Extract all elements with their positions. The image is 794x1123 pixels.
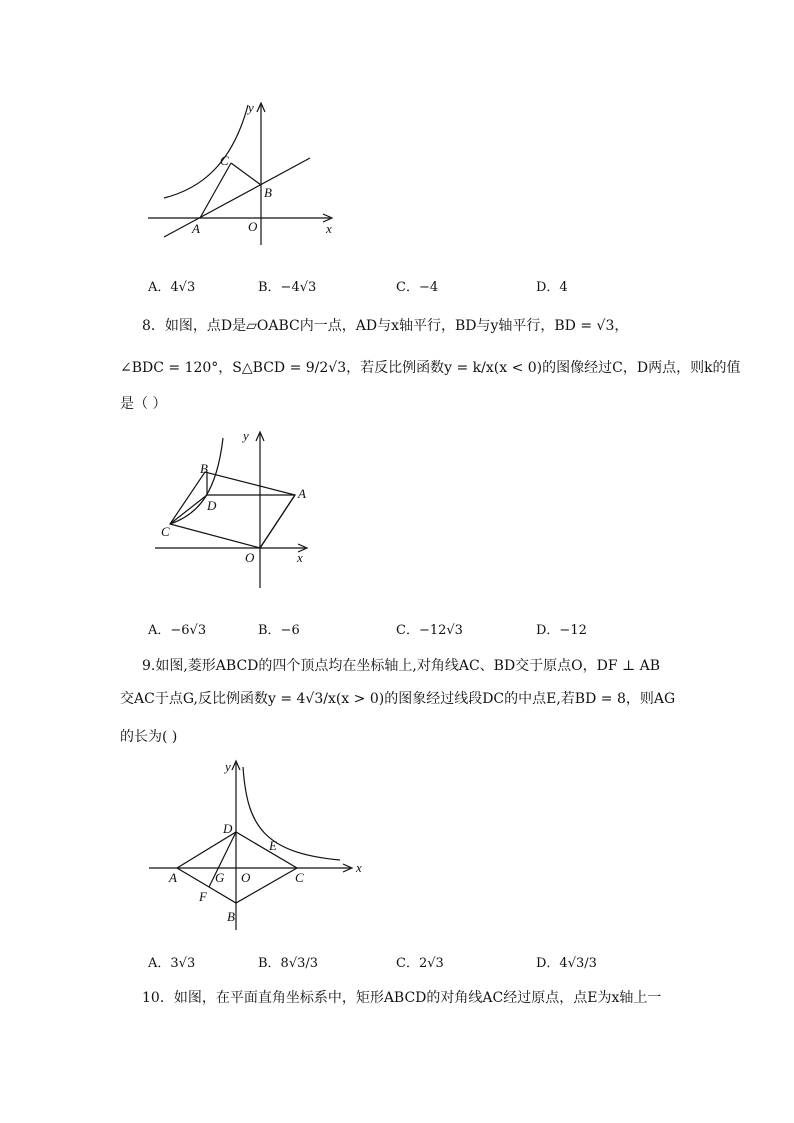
q9-label-x: x [356, 860, 362, 875]
q8-label-a: A [298, 486, 306, 501]
q9-label-y: y [225, 759, 231, 774]
q8-option-a[interactable]: A．−6√3 [148, 623, 207, 638]
q8-line-2: ∠BDC = 120°，S△BCD = 9/2√3，若反比例函数y = k/x(x < 0)的图像经过C，D两点，则k的值 [120, 360, 741, 376]
q9-label-o: O [241, 870, 251, 885]
q10-line-1: 10．如图，在平面直角坐标系中，矩形ABCD的对角线AC经过原点，点E为x轴上一 [142, 990, 662, 1006]
q9-hyperbola [243, 767, 340, 860]
q9-label-c: C [295, 870, 304, 885]
q8-line-1: 8．如图，点D是▱OABC内一点，AD与x轴平行，BD与y轴平行，BD = √3， [142, 318, 629, 334]
q9-label-b: B [227, 909, 235, 924]
q8-figure [155, 428, 315, 593]
q7-line-ab [164, 158, 310, 237]
q8-option-c[interactable]: C．−12√3 [396, 623, 463, 638]
q9-line-2: 交AC于点G,反比例函数y = 4√3/x(x > 0)的图象经过线段DC的中点E,若BD = 8，则AG [120, 691, 676, 707]
q9-label-a: A [169, 870, 177, 885]
q9-option-a[interactable]: A．3√3 [148, 956, 196, 971]
q9-option-d[interactable]: D．4√3/3 [536, 956, 597, 971]
q7-label-y: y [248, 100, 254, 115]
q9-line-1: 9.如图,菱形ABCD的四个顶点均在坐标轴上,对角线AC、BD交于原点O，DF ⊥ AB [142, 658, 661, 674]
q8-label-y: y [243, 428, 249, 443]
q9-line-3: 的长为( ) [120, 729, 178, 745]
q8-option-b[interactable]: B．−6 [258, 623, 300, 638]
q8-segment-ao [260, 495, 295, 548]
q8-label-b: B [200, 461, 208, 476]
q9-figure [145, 755, 375, 935]
q9-label-d: D [223, 821, 233, 836]
q7-option-a[interactable]: A．4√3 [148, 280, 196, 295]
q9-label-g: G [215, 870, 225, 885]
q8-label-o: O [245, 550, 255, 565]
q9-label-f: F [199, 889, 207, 904]
q8-segment-cd [170, 495, 207, 524]
q7-figure [140, 95, 350, 245]
q7-option-d[interactable]: D．4 [536, 280, 568, 295]
q9-option-c[interactable]: C．2√3 [396, 956, 444, 971]
q7-segment-cb [231, 163, 261, 185]
q7-option-b[interactable]: B．−4√3 [258, 280, 317, 295]
q9-option-b[interactable]: B．8√3/3 [258, 956, 319, 971]
q7-option-c[interactable]: C．−4 [396, 280, 439, 295]
q8-label-x: x [297, 550, 303, 565]
q8-line-3: 是（ ） [120, 396, 167, 412]
q8-label-c: C [161, 524, 170, 539]
q8-option-d[interactable]: D．−12 [536, 623, 587, 638]
q7-label-c: C [220, 153, 229, 168]
q7-label-o: O [248, 219, 258, 234]
q7-hyperbola [164, 105, 248, 198]
q8-label-d: D [207, 498, 217, 513]
q7-label-b: B [264, 185, 272, 200]
q7-label-a: A [192, 221, 200, 236]
q9-label-e: E [269, 838, 277, 853]
q7-label-x: x [326, 221, 332, 236]
